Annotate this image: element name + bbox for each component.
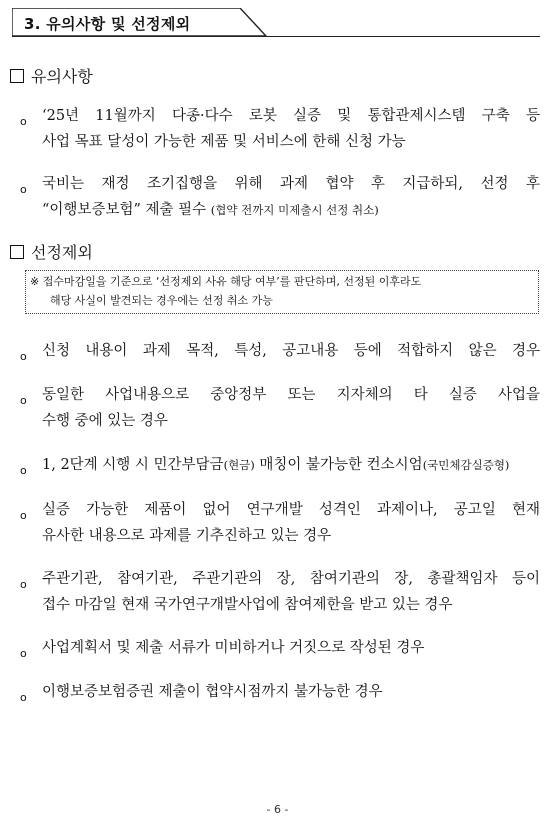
exclusion-item-5-line2: 접수 마감일 현재 국가연구개발사업에 참여제한을 받고 있는 경우 — [42, 597, 453, 613]
bullet-icon: o — [20, 183, 27, 196]
exclusion-item-3-part-c: 매칭이 불가능한 컨소시엄 — [254, 457, 423, 473]
exclusion-item-7-line1: 이행보증보험증권 제출이 협약시점까지 불가능한 경우 — [42, 684, 383, 700]
exclusion-item-4-line2: 유사한 내용으로 과제를 기추진하고 있는 경우 — [42, 528, 332, 544]
exclusions-heading — [10, 240, 93, 263]
bullet-icon: o — [20, 647, 27, 660]
exclusion-item-6-line1: 사업계획서 및 제출 서류가 미비하거나 거짓으로 작성된 경우 — [42, 640, 425, 656]
exclusion-item-3-part-b: (현금) — [223, 458, 255, 472]
exclusion-item-3-part-d: (국민체감실증형) — [422, 458, 510, 472]
bullet-icon: o — [20, 691, 27, 704]
notes-item-1-line2: 사업 목표 달성이 가능한 제품 및 서비스에 한해 신청 가능 — [42, 134, 406, 150]
page-number: - 6 - — [266, 803, 289, 816]
exclusion-item-1-line1: 신청 내용이 과제 목적, 특성, 공고내용 등에 적합하지 않은 경우 — [42, 343, 540, 359]
section-title: 3. 유의사항 및 선정제외 — [24, 15, 191, 33]
checkbox-square-icon — [10, 69, 24, 83]
checkbox-square-icon — [10, 245, 24, 259]
notes-item-2-line1: 국비는 재정 조기집행을 위해 과제 협약 후 지급하되, 선정 후 — [42, 176, 540, 192]
exclusion-item-5-line1: 주관기관, 참여기관, 주관기관의 장, 참여기관의 장, 총괄책임자 등이 — [42, 571, 540, 587]
notes-heading — [10, 64, 93, 87]
notice-line2: 해당 사실이 발견되는 경우에는 선정 취소 가능 — [50, 294, 273, 307]
notes-item-1-line1: ‘25년 11월까지 다종·다수 로봇 실증 및 통합관제시스템 구축 등 — [42, 108, 540, 124]
bullet-icon: o — [20, 350, 27, 363]
exclusions-heading-label: 선정제외 — [31, 243, 93, 262]
notes-item-2-line2 — [42, 197, 379, 223]
bullet-icon: o — [20, 394, 27, 407]
exclusions-notice-box — [25, 270, 539, 314]
exclusion-item-4-line1: 실증 가능한 제품이 없어 연구개발 성격인 과제이나, 공고일 현재 — [42, 502, 540, 518]
exclusion-item-2-line2: 수행 중에 있는 경우 — [42, 413, 168, 429]
exclusion-item-3-line1 — [42, 452, 540, 478]
exclusion-item-2-line1: 동일한 사업내용으로 중앙정부 또는 지자체의 타 실증 사업을 — [42, 387, 540, 403]
bullet-icon: o — [20, 509, 27, 522]
notes-item-2-line2-note: (협약 전까지 미제출시 선정 취소) — [210, 203, 379, 217]
section-header — [12, 8, 266, 36]
section-underline — [12, 36, 540, 37]
bullet-icon: o — [20, 115, 27, 128]
exclusion-item-3-part-a: 1, 2단계 시행 시 민간부담금 — [42, 457, 224, 473]
bullet-icon: o — [20, 464, 27, 477]
bullet-icon: o — [20, 578, 27, 591]
notes-item-2-line2-main: “이행보증보험” 제출 필수 — [42, 202, 207, 218]
notice-line1: ※ 접수마감일을 기준으로 ‘선정제외 사유 해당 여부’를 판단하며, 선정된 이후라도 — [30, 275, 422, 288]
notes-heading-label: 유의사항 — [31, 67, 93, 86]
